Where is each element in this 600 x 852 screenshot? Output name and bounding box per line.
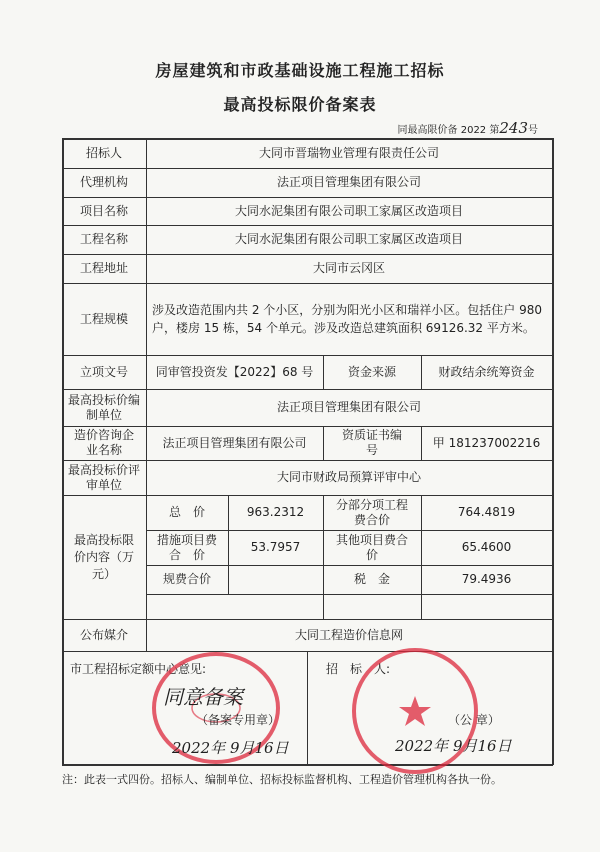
approval-label: 立项文号 — [79, 364, 128, 379]
fees-value — [228, 565, 323, 594]
measures-value: 53.7957 — [250, 540, 301, 554]
consult-label: 造价咨询企业名称 — [73, 428, 134, 457]
scale-value: 涉及改造范围内共 2 个小区，分别为阳光小区和瑞祥小区。包括住户 980 户，楼房 15 栋，54 个单元。涉及改造总建筑面积 69126.32 平方米。 — [152, 303, 542, 335]
site-value: 大同市云冈区 — [312, 261, 385, 275]
limit-label: 最高投标限价内容（万元） — [73, 532, 134, 581]
total-label: 总 价 — [168, 505, 205, 519]
review-label: 最高投标价评审单位 — [67, 462, 140, 492]
center-opinion-label: 市工程招标定额中心意见: — [70, 662, 207, 676]
form-title-line2: 最高投标限价备案表 — [223, 95, 377, 114]
cert-value: 甲 181237002216 — [432, 435, 541, 450]
subitem-value: 764.4819 — [457, 505, 516, 519]
other-value: 65.4600 — [461, 540, 512, 554]
doc-number-prefix: 同最高限价备 2022 第 — [397, 125, 500, 136]
engineering-name-value: 大同水泥集团有限公司职工家属区改造项目 — [234, 232, 463, 246]
scale-label: 工程规模 — [79, 311, 128, 326]
fees-label: 规费合价 — [162, 572, 211, 586]
form-title-line1: 房屋建筑和市政基础设施工程施工招标 — [155, 61, 445, 80]
document-number — [398, 119, 538, 137]
table-border-bottom — [62, 764, 553, 766]
compiler-value: 法正项目管理集团有限公司 — [276, 400, 421, 414]
tenderer-stamp-note: （公 章） — [448, 713, 500, 727]
col-divider — [323, 426, 324, 460]
compiler-label: 最高投标价编制单位 — [67, 392, 140, 422]
site-label: 工程地址 — [79, 261, 128, 275]
tax-label: 税 金 — [353, 572, 390, 586]
star-icon — [398, 694, 432, 728]
engineering-name-label: 工程名称 — [79, 232, 128, 246]
project-name-value: 大同水泥集团有限公司职工家属区改造项目 — [234, 203, 463, 218]
signature-divider — [307, 651, 308, 764]
project-name-label: 项目名称 — [79, 203, 128, 218]
tenderer-value: 大同市晋瑞物业管理有限责任公司 — [258, 145, 439, 160]
center-stamp-note: （备案专用章） — [196, 713, 281, 727]
total-value: 963.2312 — [246, 505, 305, 519]
review-value: 大同市财政局预算评审中心 — [276, 470, 421, 484]
center-date: 2022年 9月16日 — [172, 739, 289, 757]
fund-value: 财政结余统筹资金 — [438, 364, 535, 379]
sub-row-divider — [146, 594, 553, 595]
approval-value: 同审管投资发【2022】68 号 — [155, 364, 314, 379]
tenderer-date: 2022年 9月16日 — [395, 737, 512, 755]
media-label: 公布媒介 — [79, 627, 128, 642]
doc-number-value: 243 — [499, 119, 528, 137]
cert-label: 资质证书编 号 — [341, 428, 415, 457]
agency-label: 代理机构 — [79, 175, 128, 189]
doc-number-suffix: 号 — [528, 125, 538, 136]
media-value: 大同工程造价信息网 — [294, 627, 403, 642]
fund-label: 资金来源 — [347, 364, 396, 379]
subitem-label: 分部分项工程费合价 — [335, 497, 408, 527]
other-label: 其他项目费合价 — [335, 532, 408, 562]
col-divider — [323, 495, 324, 619]
footnote: 注：此表一式四份。招标人、编制单位、招标投标监督机构、工程造价管理机构各执一份。 — [62, 773, 502, 786]
consult-value: 法正项目管理集团有限公司 — [162, 435, 307, 450]
tenderer-label: 招标人 — [85, 145, 122, 160]
table-border-right — [552, 138, 554, 765]
tenderer-sign-label: 招 标 人: — [326, 662, 391, 676]
tax-value: 79.4936 — [461, 572, 512, 586]
agency-value: 法正项目管理集团有限公司 — [276, 175, 421, 189]
center-handwritten-approval: 同意备案 — [163, 685, 243, 709]
measures-label: 措施项目费合 价 — [156, 532, 217, 562]
